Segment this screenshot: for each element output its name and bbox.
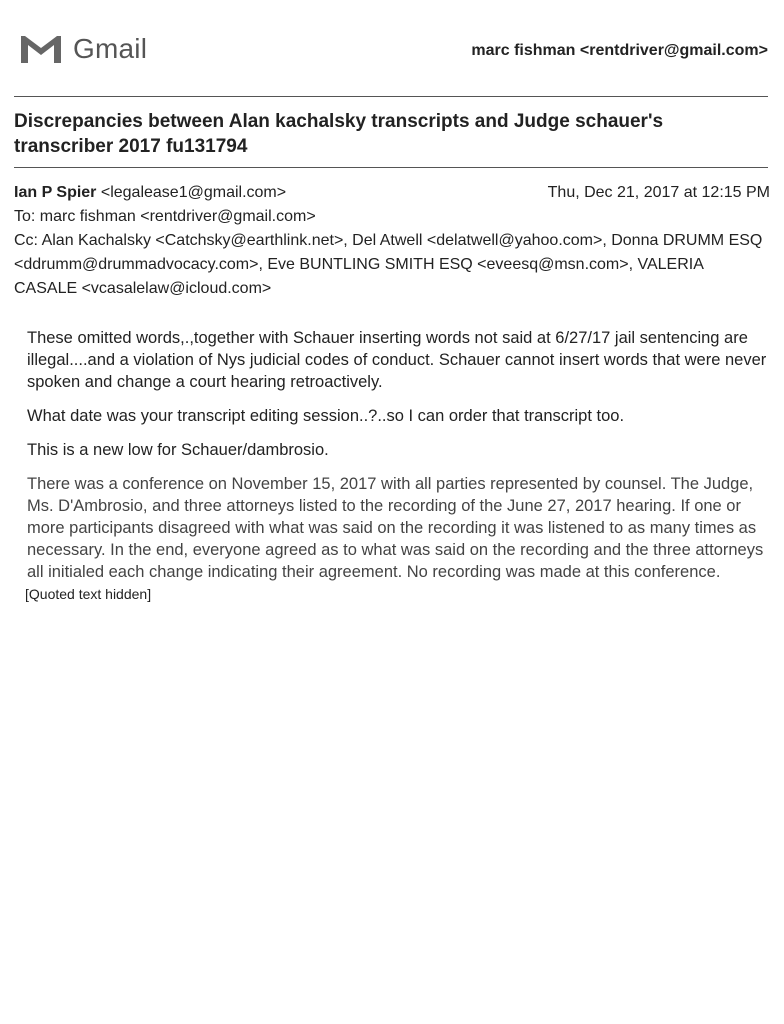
email-subject: Discrepancies between Alan kachalsky transcripts and Judge schauer's transcriber 2017 fu131794 <box>14 111 664 157</box>
quoted-text-hidden-link[interactable]: [Quoted text hidden] <box>25 586 152 602</box>
message-header <box>14 181 770 301</box>
body-paragraph: These omitted words,.,together with Schauer inserting words not said at 6/27/17 jail sentencing are illegal....and a violation of Nys judicial codes of conduct. Schauer cannot insert words that were never spoken and change a court hearing retroactively. <box>27 329 767 391</box>
sender-address: <legalease1@gmail.com> <box>100 184 287 201</box>
divider <box>14 167 768 168</box>
to-line: To: marc fishman <rentdriver@gmail.com> <box>14 208 316 225</box>
gmail-logo <box>18 32 147 66</box>
app-name: Gmail <box>73 33 148 64</box>
cc-line: Cc: Alan Kachalsky <Catchsky@earthlink.net>, Del Atwell <delatwell@yahoo.com>, Donna DRUMM ESQ <ddrumm@drummadvocacy.com>, Eve BUNTLING SMITH ESQ <eveesq@msn.com>, VALERIA CASALE <vcasalelaw@icloud.com> <box>14 232 763 297</box>
account-email: marc fishman <rentdriver@gmail.com> <box>471 42 768 59</box>
from-line <box>14 181 770 205</box>
gmail-envelope-icon <box>18 32 64 66</box>
divider <box>14 96 768 97</box>
quoted-paragraph: There was a conference on November 15, 2017 with all parties represented by counsel. The Judge, Ms. D'Ambrosio, and three attorneys listed to the recording of the June 27, 2017 hearing. If one or more participants disagreed with what was said on the recording it was listened to as many times as necessary. In the end, everyone agreed as to what was said on the recording and the three attorneys all initialed each change indicating their agreement. No recording was made at this conference. <box>27 475 764 581</box>
message-body <box>27 327 767 605</box>
print-header <box>18 30 770 70</box>
message-date: Thu, Dec 21, 2017 at 12:15 PM <box>547 184 770 201</box>
body-paragraph: This is a new low for Schauer/dambrosio. <box>27 441 329 459</box>
sender-name: Ian P Spier <box>14 184 97 201</box>
body-paragraph: What date was your transcript editing session..?..so I can order that transcript too. <box>27 407 625 425</box>
